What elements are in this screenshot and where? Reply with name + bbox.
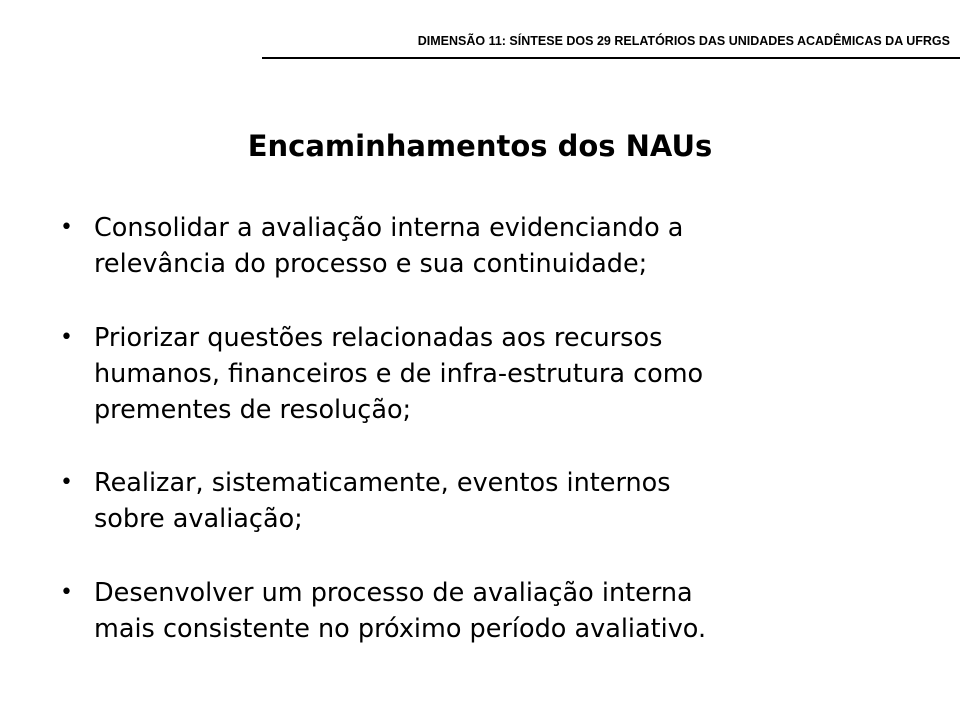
bullet-dot-icon: •	[60, 579, 73, 605]
bullet-item	[60, 465, 940, 537]
header-text: DIMENSÃO 11: SÍNTESE DOS 29 RELATÓRIOS DAS UNIDADES ACADÊMICAS DA UFRGS	[417, 34, 950, 48]
bullet-text-line: mais consistente no próximo período avaliativo.	[94, 613, 707, 644]
bullet-text-line: Consolidar a avaliação interna evidenciando a	[94, 213, 684, 243]
bullet-item	[60, 210, 940, 282]
bullet-item	[60, 575, 940, 647]
bullet-text-line: Realizar, sistematicamente, eventos internos	[94, 468, 671, 498]
bullet-dot-icon: •	[60, 215, 73, 240]
slide-title: Encaminhamentos dos NAUs	[247, 129, 713, 163]
bullet-text-line: sobre avaliação;	[94, 504, 303, 534]
bullet-text-line: prementes de resolução;	[94, 394, 412, 425]
bullet-list	[60, 210, 940, 684]
bullet-text-line: humanos, financeiros e de infra-estrutura como	[94, 358, 704, 389]
bullet-text-line: relevância do processo e sua continuidade;	[94, 249, 648, 279]
bullet-item	[60, 320, 940, 428]
bullet-text-line: Desenvolver um processo de avaliação interna	[94, 577, 693, 608]
bullet-dot-icon: •	[60, 470, 73, 495]
bullet-text-line: Priorizar questões relacionadas aos recursos	[94, 322, 663, 353]
bullet-dot-icon: •	[60, 324, 73, 350]
header-divider	[262, 57, 960, 59]
